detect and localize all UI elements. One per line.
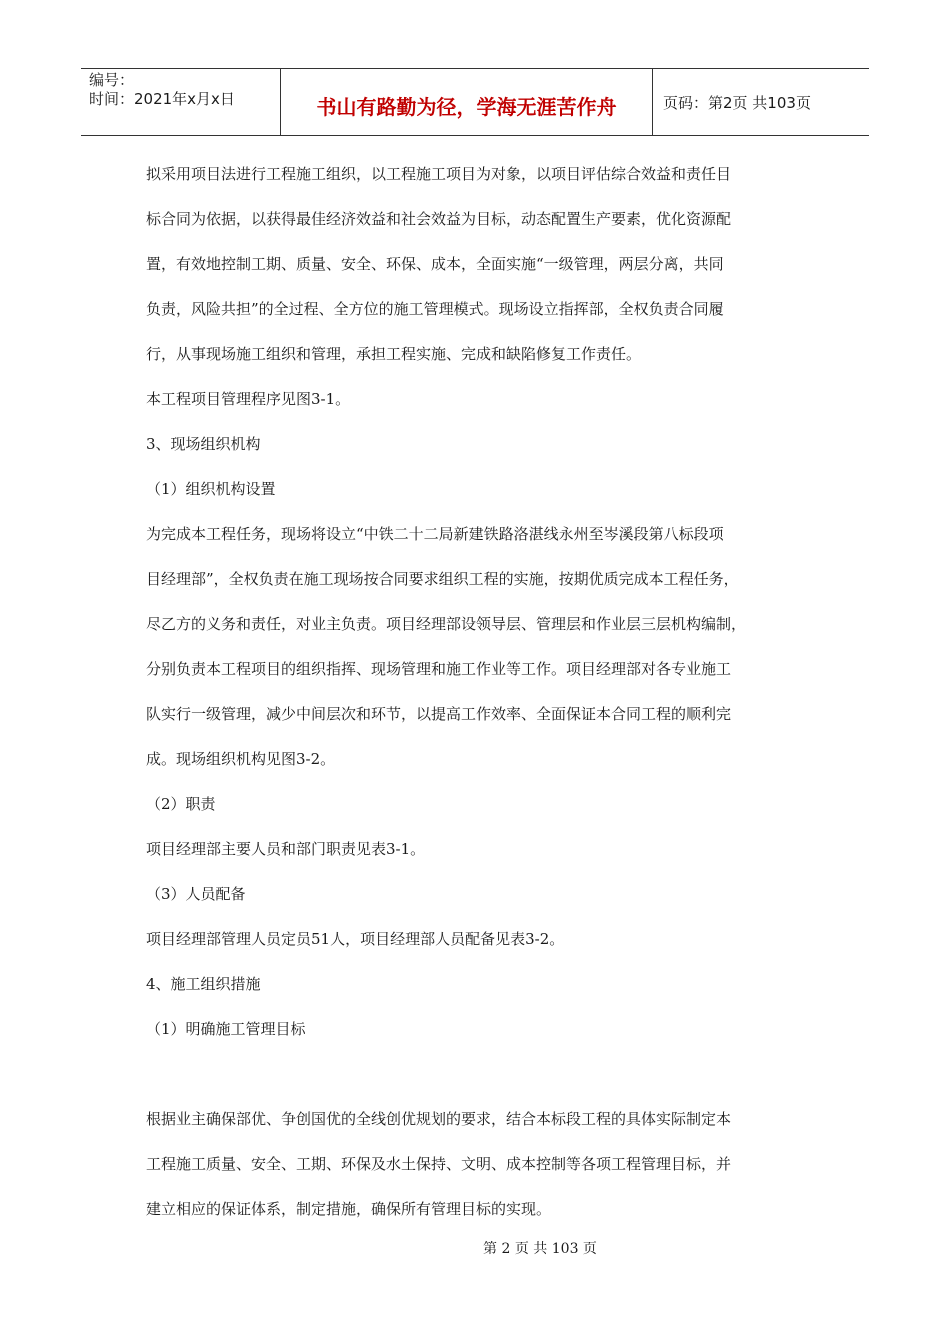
- body-line: 负责，风险共担”的全过程、全方位的施工管理模式。现场设立指挥部，全权负责合同履: [146, 300, 724, 318]
- body-line: 建立相应的保证体系，制定措施，确保所有管理目标的实现。: [146, 1200, 552, 1218]
- section-heading: 3、现场组织机构: [146, 435, 261, 453]
- body-line: 尽乙方的义务和责任，对业主负责。项目经理部设领导层、管理层和作业层三层机构编制，: [146, 615, 747, 633]
- page-footer: 第 2 页 共 103 页: [483, 1241, 597, 1257]
- body-line: 分别负责本工程项目的组织指挥、现场管理和施工作业等工作。项目经理部对各专业施工: [146, 660, 732, 678]
- header-meta: [81, 69, 281, 135]
- body-line: 项目经理部主要人员和部门职责见表3-1。: [146, 840, 426, 858]
- body-line: 队实行一级管理，减少中间层次和环节，以提高工作效率、全面保证本合同工程的顺利完: [146, 705, 732, 723]
- document-number: 编号：: [89, 71, 135, 89]
- body-line: 行，从事现场施工组织和管理，承担工程实施、完成和缺陷修复工作责任。: [146, 345, 642, 363]
- body-line: 拟采用项目法进行工程施工组织，以工程施工项目为对象，以项目评估综合效益和责任目: [146, 165, 732, 183]
- body-line: 项目经理部管理人员定员51人，项目经理部人员配备见表3-2。: [146, 930, 565, 948]
- body-line: 为完成本工程任务，现场将设立“中铁二十二局新建铁路洛湛线永州至岑溪段第八标段项: [146, 525, 724, 543]
- document-date: 时间：2021年x月x日: [89, 90, 235, 108]
- subsection-heading: （1）明确施工管理目标: [146, 1020, 306, 1038]
- body-line: 工程施工质量、安全、工期、环保及水土保持、文明、成本控制等各项工程管理目标，并: [146, 1155, 732, 1173]
- body-line: 本工程项目管理程序见图3-1。: [146, 390, 351, 408]
- blank-line: [146, 1052, 806, 1097]
- subsection-heading: （1）组织机构设置: [146, 480, 276, 498]
- page-header: [81, 68, 869, 136]
- subsection-heading: （2）职责: [146, 795, 216, 813]
- body-line: 目经理部”，全权负责在施工现场按合同要求组织工程的实施，按期优质完成本工程任务，: [146, 570, 739, 588]
- subsection-heading: （3）人员配备: [146, 885, 246, 903]
- body-line: 标合同为依据，以获得最佳经济效益和社会效益为目标，动态配置生产要素，优化资源配: [146, 210, 732, 228]
- header-motto: 书山有路勤为径，学海无涯苦作舟: [281, 69, 653, 135]
- body-line: 置，有效地控制工期、质量、安全、环保、成本，全面实施“一级管理，两层分离，共同: [146, 255, 724, 273]
- document-body: [146, 152, 806, 1232]
- body-line: 成。现场组织机构见图3-2。: [146, 750, 336, 768]
- header-page-info: 页码：第2页 共103页: [663, 93, 811, 112]
- body-line: 根据业主确保部优、争创国优的全线创优规划的要求，结合本标段工程的具体实际制定本: [146, 1110, 732, 1128]
- section-heading: 4、施工组织措施: [146, 975, 261, 993]
